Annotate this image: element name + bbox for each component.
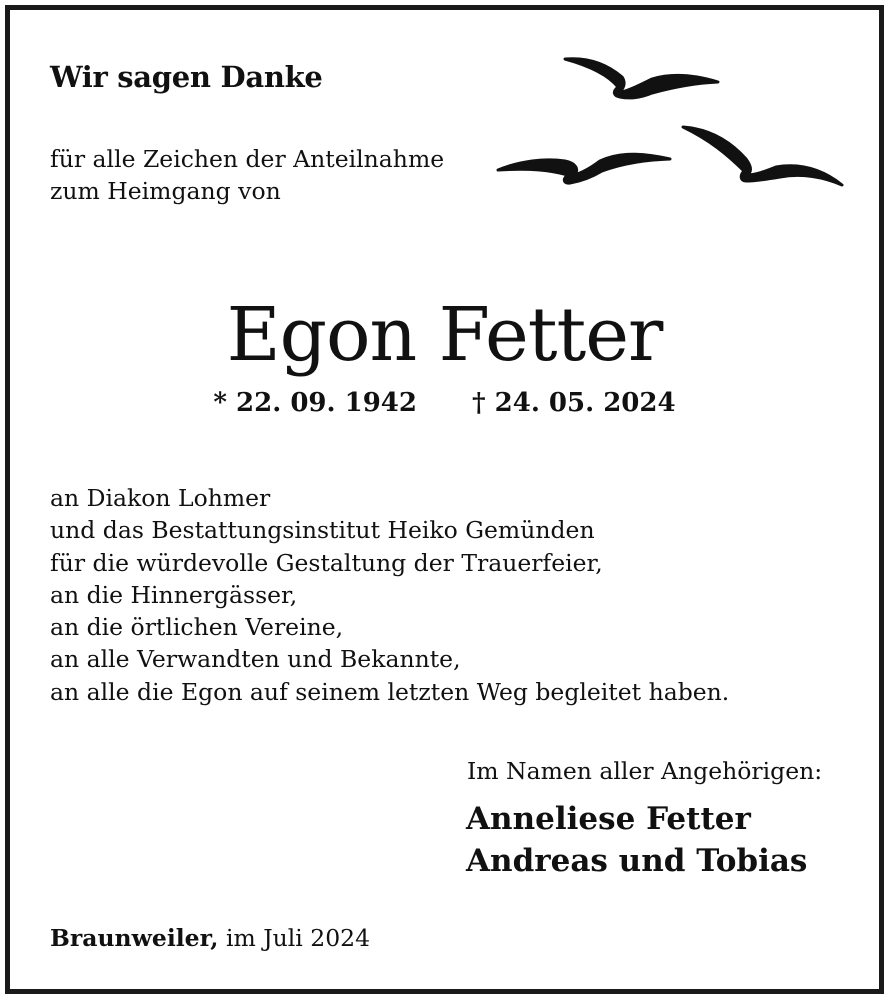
deceased-name: Egon Fetter: [226, 292, 663, 378]
place: Braunweiler,: [50, 924, 219, 952]
intro-text: [50, 143, 444, 207]
bird-icon: [498, 154, 670, 183]
signature-name: Andreas und Tobias: [466, 843, 808, 879]
thanks-line: an Diakon Lohmer: [50, 484, 271, 512]
thanks-line: an die Hinnergässer,: [50, 580, 298, 609]
thanks-list: [50, 482, 729, 708]
place-date: [50, 924, 370, 952]
life-dates: [0, 388, 889, 418]
signature-name: Anneliese Fetter: [466, 801, 751, 837]
signature-intro: Im Namen aller Angehörigen:: [467, 757, 823, 785]
birth-date: * 22. 09. 1942: [213, 388, 417, 418]
signature-names: [466, 798, 807, 882]
thanks-line: für die würdevolle Gestaltung der Trauerfeier,: [50, 548, 603, 577]
bird-icon: [565, 59, 718, 98]
intro-line: zum Heimgang von: [50, 177, 281, 205]
flying-birds-icon: [490, 45, 850, 195]
thanks-line: an alle Verwandten und Bekannte,: [50, 645, 461, 674]
date: im Juli 2024: [218, 924, 371, 952]
bird-icon: [683, 127, 842, 185]
thanks-line: und das Bestattungsinstitut Heiko Gemünden: [50, 516, 595, 545]
intro-line: für alle Zeichen der Anteilnahme: [50, 145, 445, 173]
thanks-heading: Wir sagen Danke: [50, 60, 323, 94]
thanks-line: an alle die Egon auf seinem letzten Weg begleitet haben.: [50, 677, 730, 706]
thanks-line: an die örtlichen Vereine,: [50, 613, 344, 642]
death-date: † 24. 05. 2024: [472, 388, 676, 418]
